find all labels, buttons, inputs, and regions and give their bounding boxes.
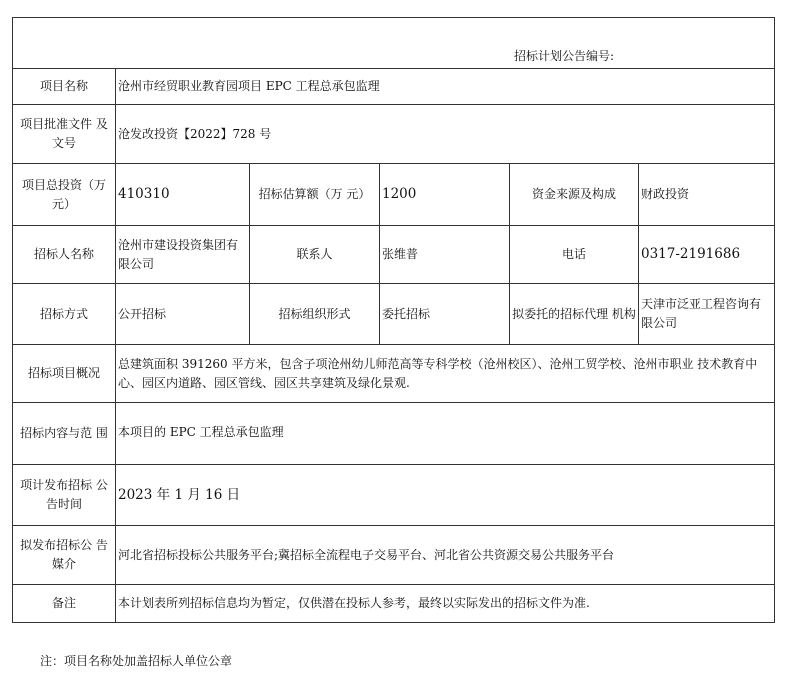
publish-time-row: [13, 465, 775, 526]
scope-row: [13, 403, 775, 465]
overview-value: 总建筑面积 391260 平方米，包含子项沧州幼儿师范高等专科学校（沧州校区）、沧州工贸学校、沧州市职业 技术教育中心、园区内道路、园区管线、园区共享建筑及绿化景观.: [116, 345, 775, 403]
investment-row: [13, 164, 775, 226]
approval-value: 沧发改投资【2022】728 号: [116, 105, 775, 164]
project-name-value: 沧州市经贸职业教育园项目 EPC 工程总承包监理: [116, 69, 775, 105]
method-label: 招标方式: [13, 284, 116, 345]
plan-number-label: 招标计划公告编号:: [13, 18, 775, 69]
phone-value: 0317-2191686: [639, 226, 775, 284]
approval-row: [13, 105, 775, 164]
remark-value: 本计划表所列招标信息均为暂定，仅供潜在投标人参考，最终以实际发出的招标文件为准.: [116, 585, 775, 623]
method-row: [13, 284, 775, 345]
estimate-value: 1200: [380, 164, 510, 226]
tender-plan-table: [12, 17, 775, 623]
tenderer-value: 沧州市建设投资集团有限公司: [116, 226, 250, 284]
estimate-label: 招标估算额（万 元）: [250, 164, 380, 226]
scope-value: 本项目的 EPC 工程总承包监理: [116, 403, 775, 465]
publish-time-value: 2023 年 1 月 16 日: [116, 465, 775, 526]
overview-label: 招标项目概况: [13, 345, 116, 403]
investment-label: 项目总投资（万元）: [13, 164, 116, 226]
funding-value: 财政投资: [639, 164, 775, 226]
approval-label: 项目批准文件 及文号: [13, 105, 116, 164]
agent-label: 拟委托的招标代理 机构: [510, 284, 639, 345]
project-name-label: 项目名称: [13, 69, 116, 105]
project-name-row: [13, 69, 775, 105]
method-value: 公开招标: [116, 284, 250, 345]
media-label: 拟发布招标公 告媒介: [13, 526, 116, 585]
overview-row: [13, 345, 775, 403]
contact-value: 张维普: [380, 226, 510, 284]
plan-number-row: [13, 18, 775, 69]
org-form-value: 委托招标: [380, 284, 510, 345]
remark-label: 备注: [13, 585, 116, 623]
org-form-label: 招标组织形式: [250, 284, 380, 345]
publish-time-label: 项计发布招标 公告时间: [13, 465, 116, 526]
investment-value: 410310: [116, 164, 250, 226]
agent-value: 天津市泛亚工程咨询有限公司: [639, 284, 775, 345]
funding-label: 资金来源及构成: [510, 164, 639, 226]
tenderer-label: 招标人名称: [13, 226, 116, 284]
media-row: [13, 526, 775, 585]
footnote: 注：项目名称处加盖招标人单位公章: [40, 654, 233, 668]
contact-label: 联系人: [250, 226, 380, 284]
media-value: 河北省招标投标公共服务平台;冀招标全流程电子交易平台、河北省公共资源交易公共服务平台: [116, 526, 775, 585]
phone-label: 电话: [510, 226, 639, 284]
remark-row: [13, 585, 775, 623]
scope-label: 招标内容与范 围: [13, 403, 116, 465]
tenderer-row: [13, 226, 775, 284]
